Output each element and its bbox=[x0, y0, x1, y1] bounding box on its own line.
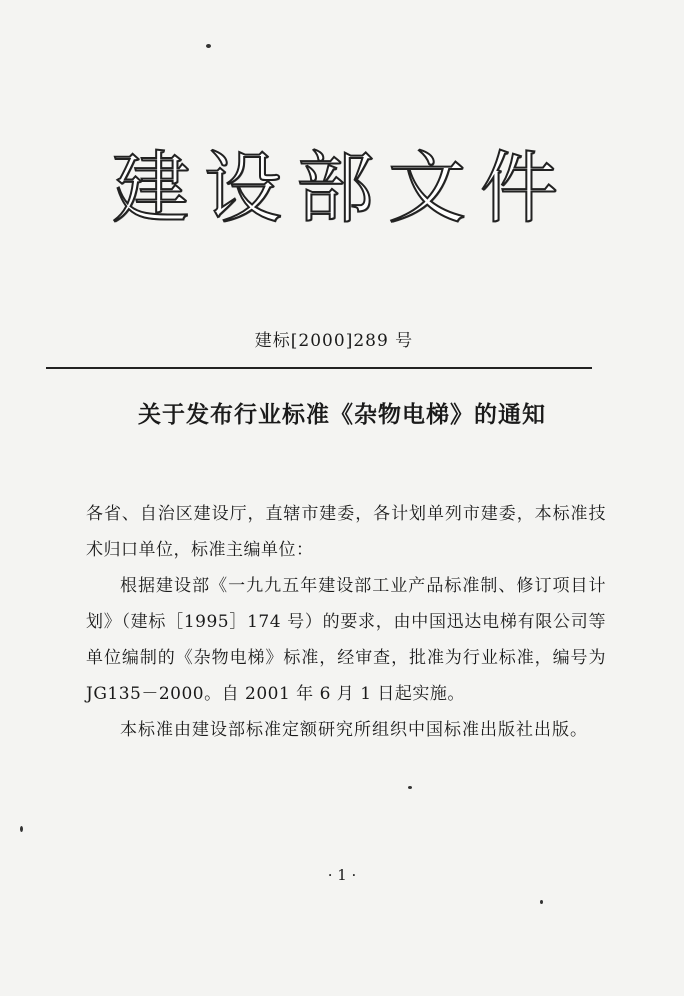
body-paragraph-1: 根据建设部《一九九五年建设部工业产品标准制、修订项目计划》（建标［1995］174 号）的要求，由中国迅达电梯有限公司等单位编制的《杂物电梯》标准，经审查，批准为行业标准，编号为 JG135－2000。自 2001 年 6 月 1 日起实施。 bbox=[86, 576, 606, 704]
masthead-title: 建设部文件 bbox=[111, 144, 572, 234]
notice-body bbox=[86, 496, 606, 748]
addressee-text: 各省、自治区建设厅，直辖市建委，各计划单列市建委，本标准技术归口单位，标准主编单位： bbox=[86, 504, 606, 560]
scan-speck bbox=[206, 44, 211, 48]
body-paragraph-2: 本标准由建设部标准定额研究所组织中国标准出版社出版。 bbox=[120, 720, 588, 740]
page-number: · 1 · bbox=[327, 866, 357, 884]
header-divider bbox=[46, 367, 592, 369]
scan-speck bbox=[20, 826, 23, 832]
document-number: 建标[2000]289 号 bbox=[254, 331, 414, 351]
notice-title: 关于发布行业标准《杂物电梯》的通知 bbox=[138, 401, 546, 428]
scan-speck bbox=[540, 900, 543, 904]
scan-speck bbox=[408, 786, 412, 789]
